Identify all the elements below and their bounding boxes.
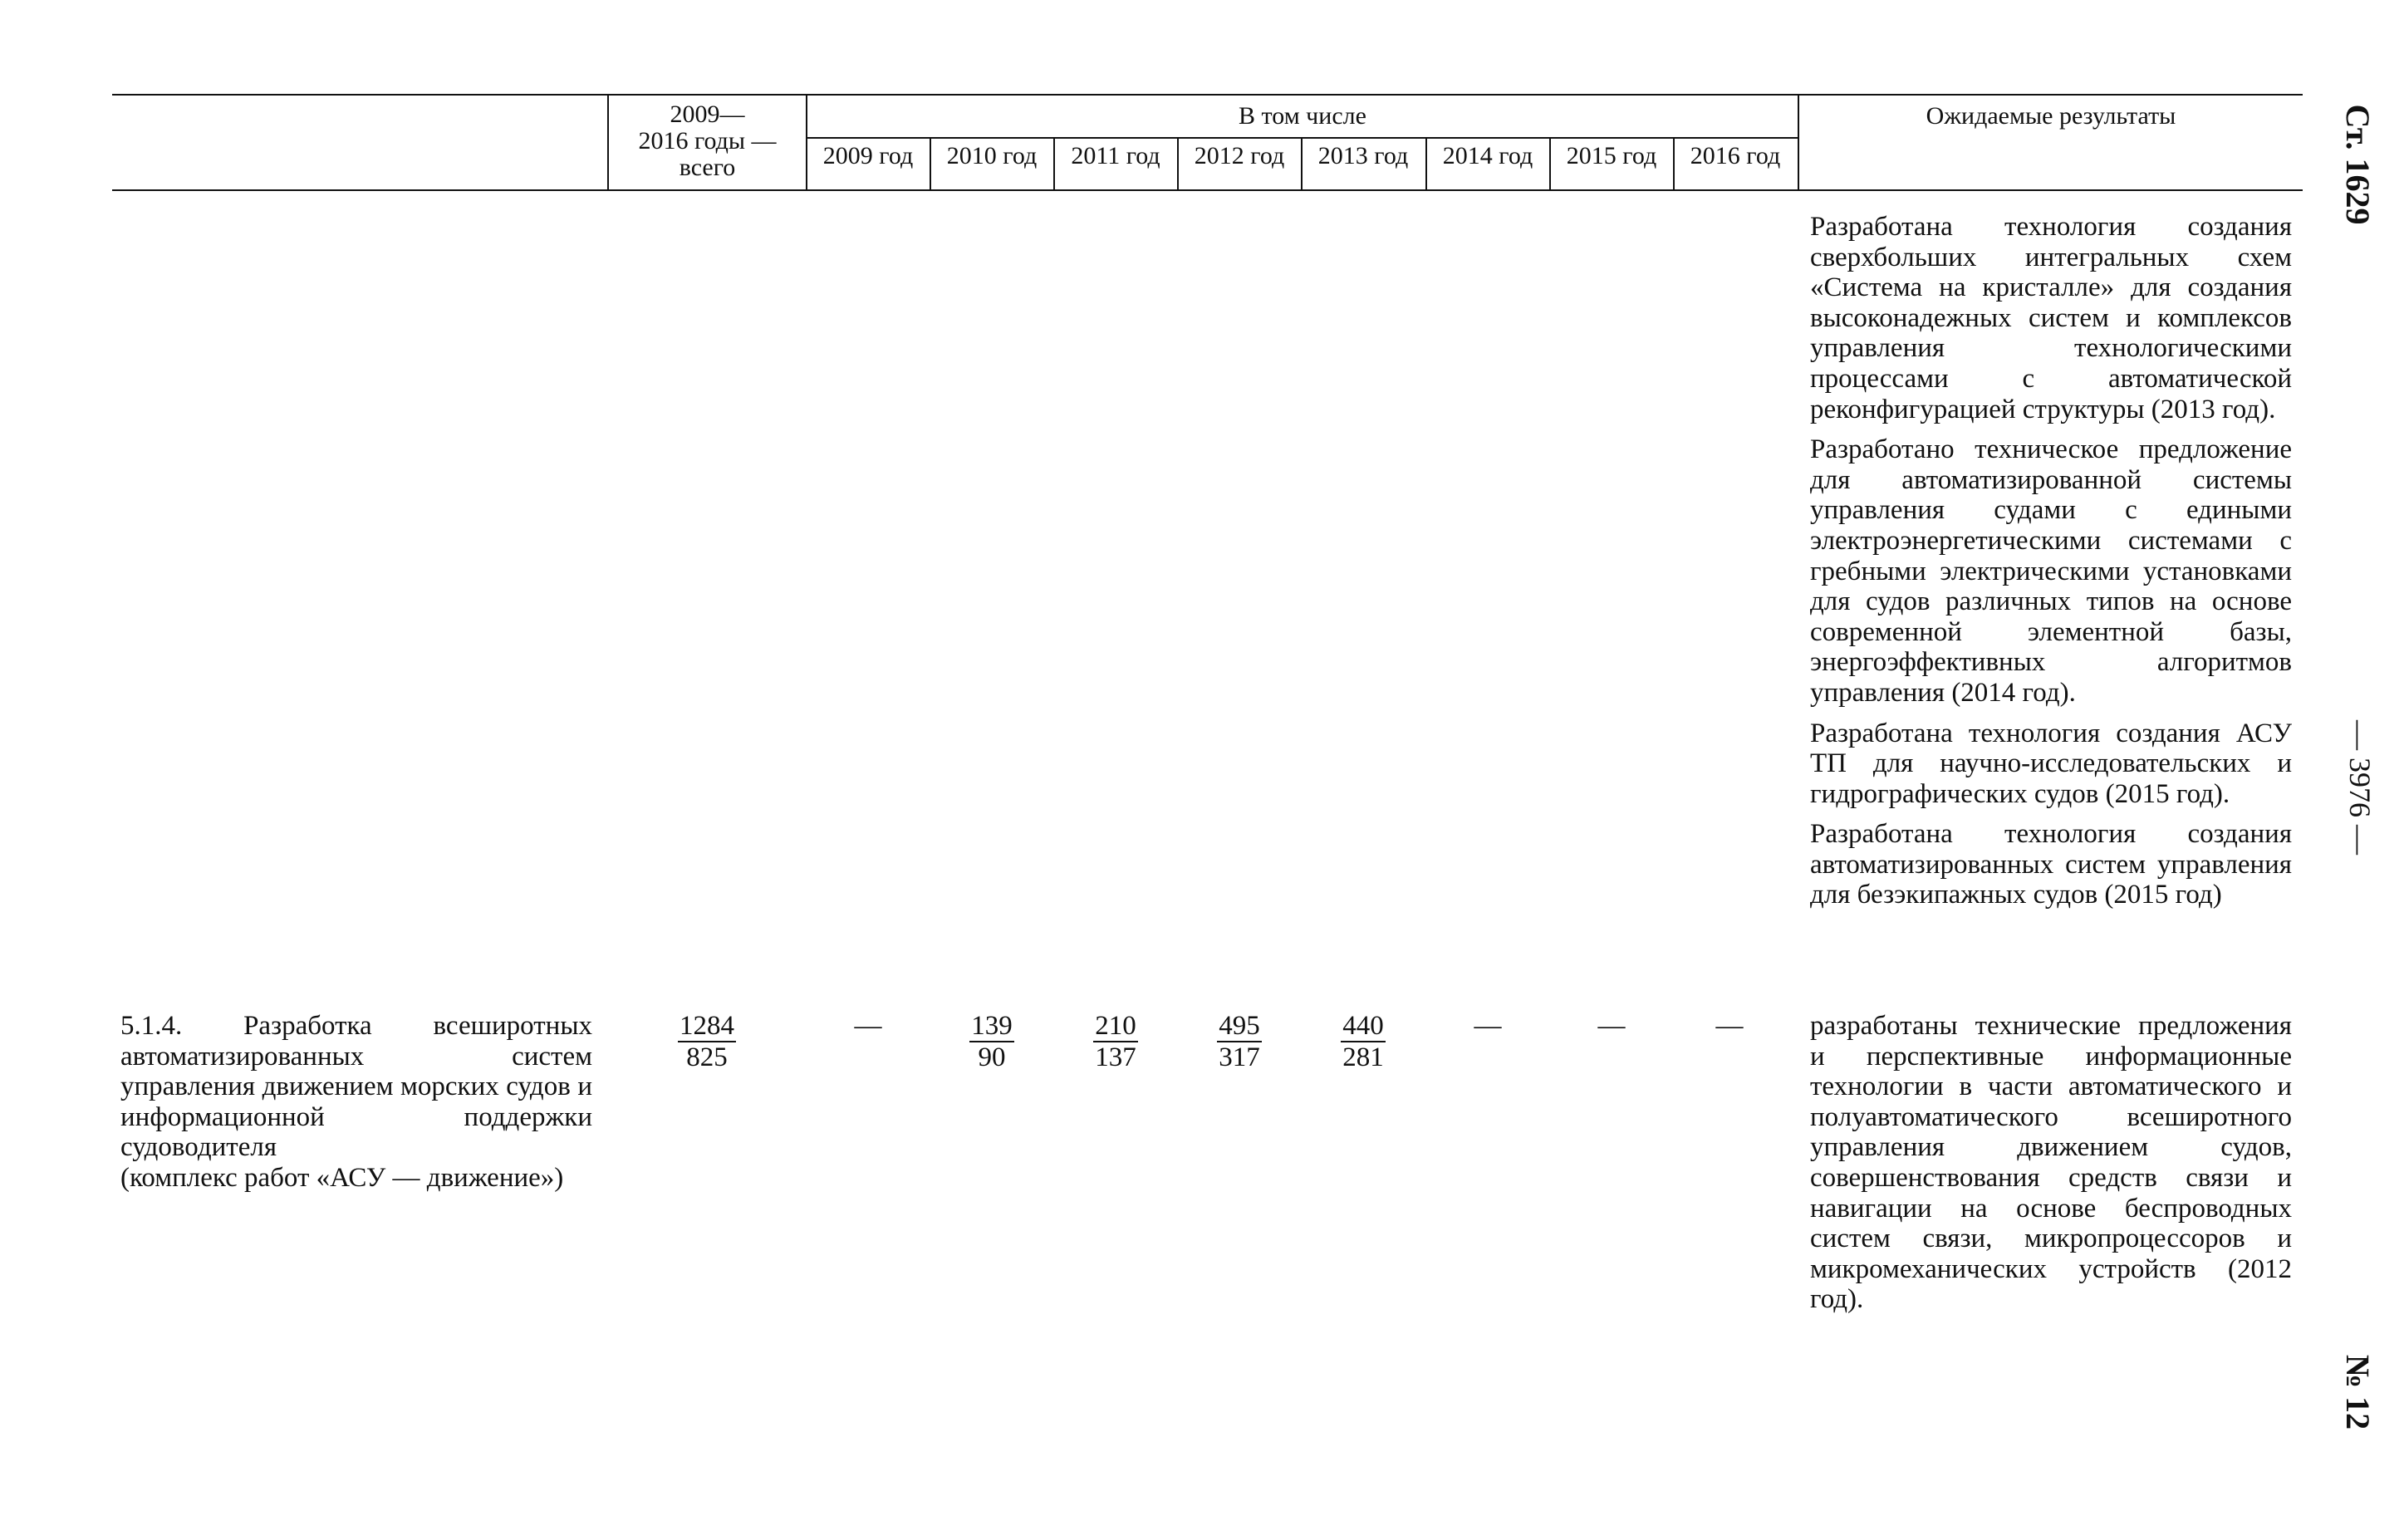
result-paragraph: Разработана технология создания сверхбольших интегральных схем «Система на кристалле» для создания высоконадежных систем и комплексов управления технологическими процессами с автоматической реконфигурацией структуры (2013 год). (1810, 212, 2292, 424)
year-header-2009: 2009 год (822, 142, 914, 169)
total-header-line: всего (679, 154, 736, 181)
value-numerator: 495 (1219, 1011, 1260, 1041)
issue-number: № 12 (2339, 1354, 2377, 1430)
value-denominator: 317 (1219, 1042, 1260, 1072)
total-numerator: 1284 (679, 1011, 734, 1041)
year-header-2016: 2016 год (1690, 142, 1781, 169)
article-number: Ст. 1629 (2339, 104, 2377, 225)
total-header-line: 2016 годы — (638, 127, 777, 154)
results-header: Ожидаемые результаты (1926, 102, 2176, 130)
total-header (609, 101, 806, 181)
value-denominator: 281 (1342, 1042, 1384, 1072)
table-header-bottom-rule (112, 189, 2303, 191)
row-expected-result (1810, 1011, 2292, 1325)
page-number: — 3976 — (2343, 720, 2377, 855)
value-denominator: 90 (978, 1042, 1006, 1072)
year-header-2014: 2014 год (1442, 142, 1533, 169)
total-header-line: 2009— (670, 101, 745, 128)
year-header-2015: 2015 год (1566, 142, 1657, 169)
result-paragraph: разработаны технические предложения и перспективные информационные технологии в части автоматического и полуавтоматического всеширотного управления движением судов, совершенствования средств связи и навигации на основе беспроводных систем связи, микропроцессоров и микромеханических устройств (2012 год). (1810, 1011, 2292, 1315)
row-subtitle-text: (комплекс работ «АСУ — движение») (120, 1162, 564, 1193)
year-value-2009: — (854, 1011, 882, 1041)
value-numerator: 440 (1342, 1011, 1384, 1041)
year-value-2012 (1190, 1011, 1289, 1073)
year-value-2010 (942, 1011, 1042, 1073)
year-value-2013 (1313, 1011, 1413, 1073)
year-value-2011 (1066, 1011, 1165, 1073)
year-header-2013: 2013 год (1317, 142, 1409, 169)
year-value-2015: — (1597, 1011, 1626, 1041)
expected-results-continued (1810, 212, 2292, 920)
year-header-2011: 2011 год (1071, 142, 1160, 169)
value-denominator: 137 (1095, 1042, 1136, 1072)
result-paragraph: Разработано техническое предложение для автоматизированной системы управления судами с едиными электроэнергетическими системами с гребными электрическими установками для судов различных типов на основе современной элементной базы, энергоэффективных алгоритмов управления (2014 год). (1810, 434, 2292, 708)
year-header-2012: 2012 год (1194, 142, 1285, 169)
value-numerator: 139 (971, 1011, 1013, 1041)
total-value (657, 1011, 757, 1073)
table-top-rule (112, 94, 2303, 96)
row-title-text: 5.1.4. Разработка всеширотных автоматизированных систем управления движением морских судов и информационной поддержки судоводителя (120, 1011, 592, 1163)
including-header: В том числе (1239, 102, 1366, 130)
value-numerator: 210 (1095, 1011, 1136, 1041)
year-value-2014: — (1474, 1011, 1502, 1041)
row-title (120, 1011, 592, 1194)
result-paragraph: Разработана технология создания АСУ ТП для научно-исследовательских и гидрографических судов (2015 год). (1810, 718, 2292, 809)
total-denominator: 825 (686, 1042, 728, 1072)
result-paragraph: Разработана технология создания автоматизированных систем управления для безэкипажных судов (2015 год) (1810, 819, 2292, 910)
year-value-2016: — (1715, 1011, 1744, 1041)
year-header-2010: 2010 год (946, 142, 1038, 169)
